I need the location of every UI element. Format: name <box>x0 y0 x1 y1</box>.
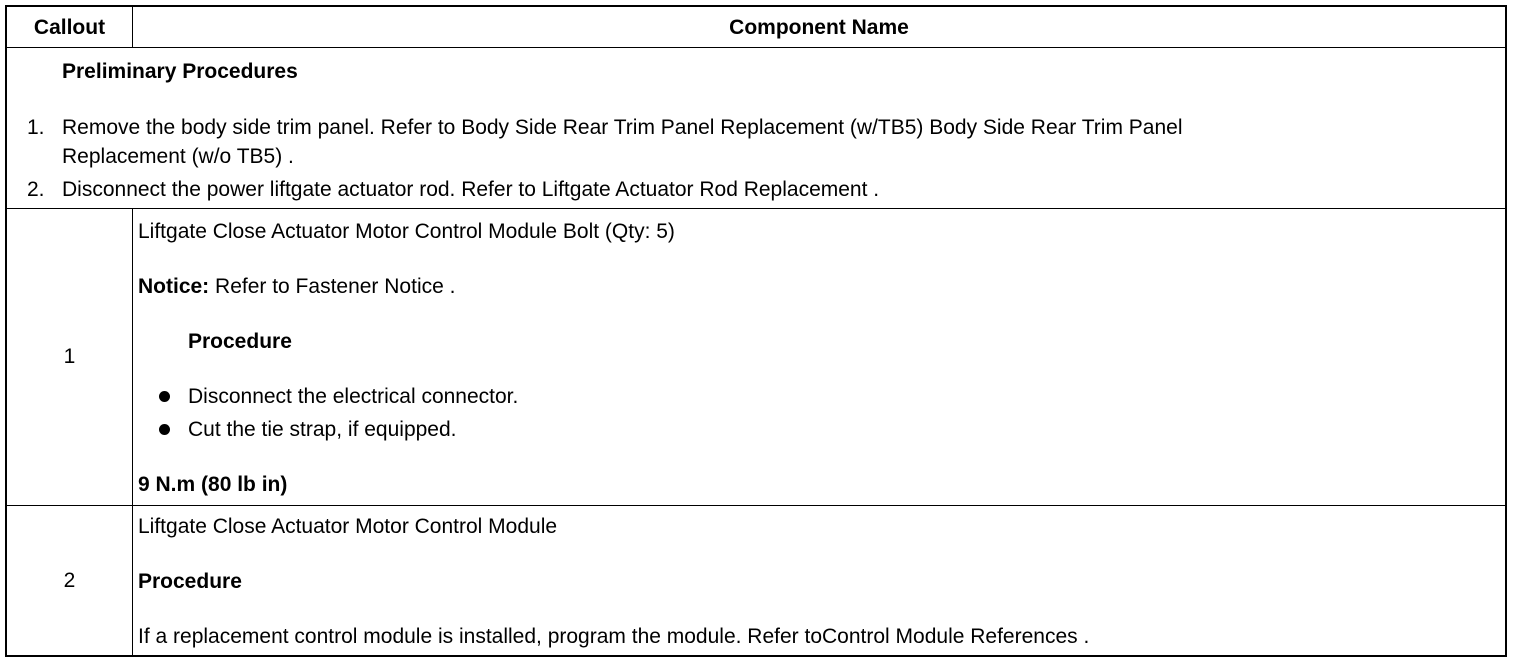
row-1-torque-spec: 9 N.m (80 lb in) <box>138 473 288 496</box>
component-name-column-header: Component Name <box>729 16 909 39</box>
prelim-step-1-text-line2: Replacement (w/o TB5) . <box>62 145 294 168</box>
header-bottom-rule <box>7 47 1505 48</box>
row-1-notice <box>138 273 455 301</box>
header-divider <box>132 7 133 47</box>
row-2-callout: 2 <box>63 569 76 592</box>
row-2-component-name: Liftgate Close Actuator Motor Control Module <box>138 515 558 538</box>
preliminary-procedures-title: Preliminary Procedures <box>62 60 298 83</box>
row-1-callout: 1 <box>63 345 76 368</box>
procedure-table <box>5 5 1507 657</box>
bullet-icon <box>159 391 170 402</box>
prelim-step-2-number: 2. <box>27 178 45 201</box>
row-1-bullet-1: Disconnect the electrical connector. <box>188 385 519 408</box>
row-1-bullet-2: Cut the tie strap, if equipped. <box>188 418 457 441</box>
notice-text: Refer to Fastener Notice . <box>209 275 456 298</box>
prelim-step-1-text-line1: Remove the body side trim panel. Refer to Body Side Rear Trim Panel Replacement (w/TB5) Body Side Rear Trim Panel <box>62 116 1183 139</box>
row-1-divider <box>132 208 133 505</box>
prelim-step-1-number: 1. <box>27 116 45 139</box>
prelim-step-2-text: Disconnect the power liftgate actuator rod. Refer to Liftgate Actuator Rod Replacement . <box>62 178 880 201</box>
row-1-component-name: Liftgate Close Actuator Motor Control Module Bolt (Qty: 5) <box>138 220 675 243</box>
row-1-bottom-rule <box>7 505 1505 506</box>
row-2-divider <box>132 505 133 655</box>
bullet-icon <box>159 424 170 435</box>
notice-label: Notice: <box>138 275 210 298</box>
callout-column-header: Callout <box>33 16 106 39</box>
row-2-procedure-title: Procedure <box>138 570 242 593</box>
preliminary-bottom-rule <box>7 208 1505 209</box>
row-2-procedure-text: If a replacement control module is installed, program the module. Refer toControl Module References . <box>138 625 1090 648</box>
row-1-procedure-title: Procedure <box>188 330 292 353</box>
